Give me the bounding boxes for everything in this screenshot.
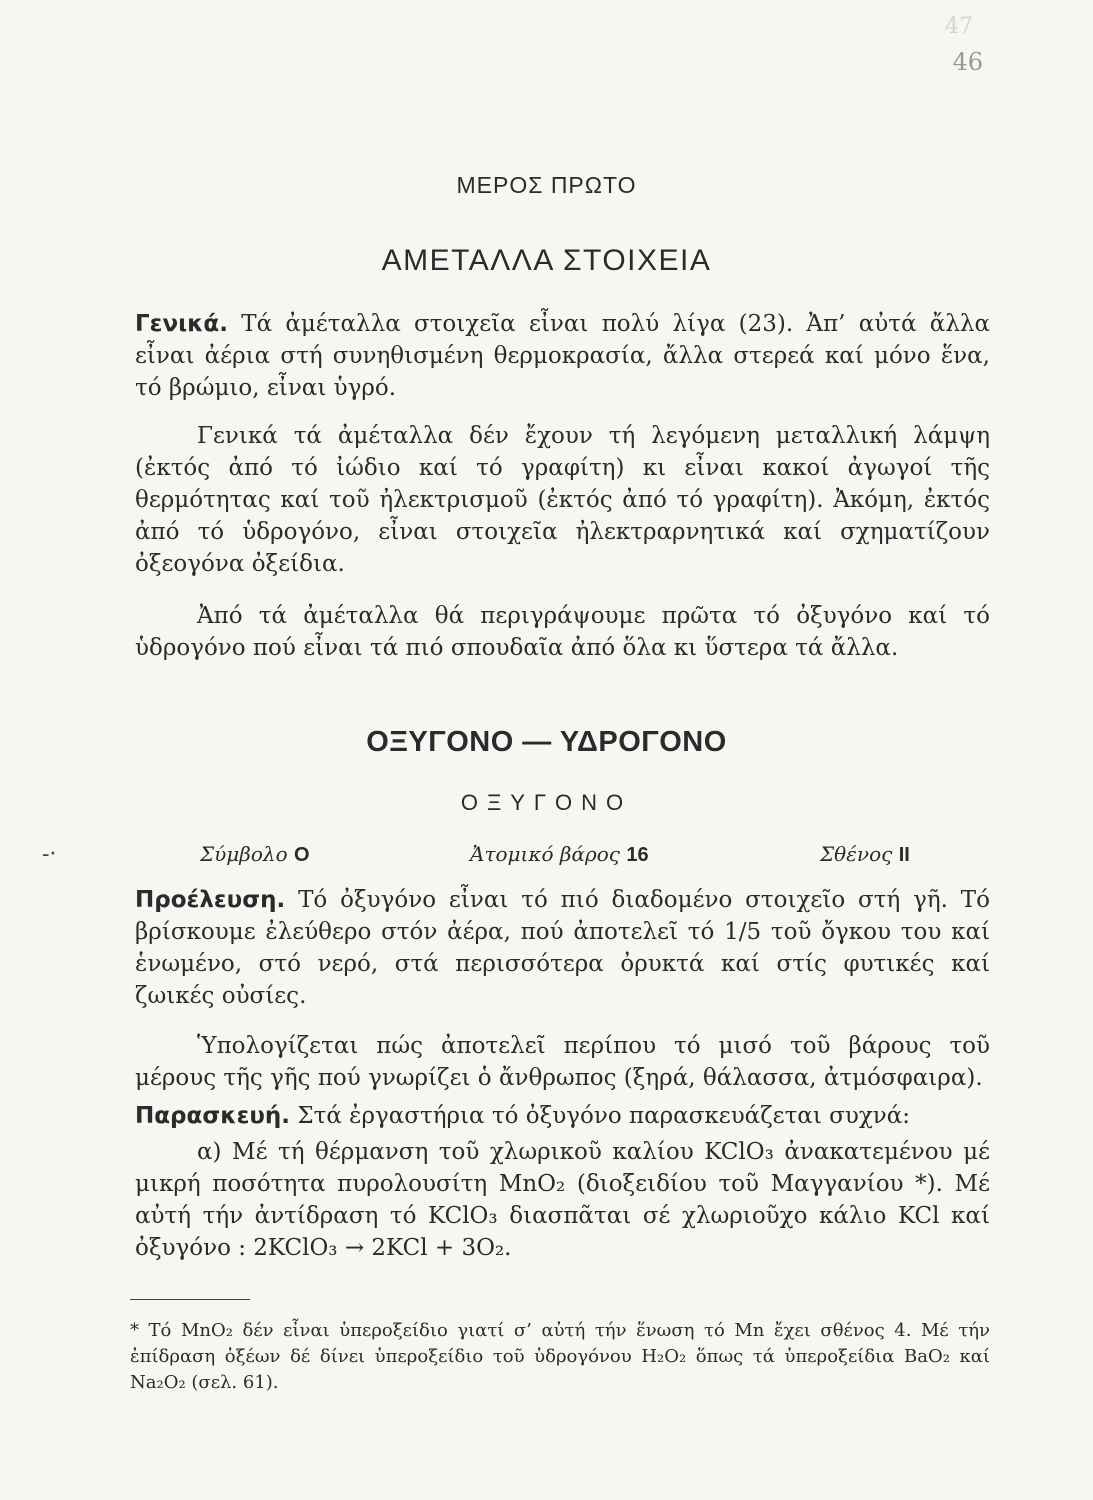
preparation-lead: Παρασκευή. bbox=[135, 1103, 291, 1129]
general-text-1: Τά ἀμέταλλα στοιχεῖα εἶναι πολύ λίγα (23). Ἀπ’ αὐτά ἄλλα εἶναι ἀέρια στή συνηθισμένη θερμοκρασία, ἄλλα στερεά καί μόνο ἕνα, τό βρώμιο, εἶναι ὑγρό. bbox=[135, 311, 990, 401]
footnote: * Τό MnO₂ δέν εἶναι ὑπεροξείδιο γιατί σ’ αὐτή τήν ἕνωση τό Mn ἔχει σθένος 4. Μέ τήν ἐπίδραση ὀξέων δέ δίνει ὑπεροξείδιο τοῦ ὑδρογόνου H₂O₂ ὅπως τά ὑπεροξείδια BaO₂ καί Na₂O₂ (σελ. 61). bbox=[130, 1320, 990, 1393]
symbol-value: O bbox=[293, 844, 310, 866]
chapter-title: ΟΞΥΓΟΝΟ — ΥΔΡΟΓΟΝΟ bbox=[366, 726, 727, 758]
valence-value: II bbox=[898, 844, 910, 866]
footnote-rule bbox=[130, 1299, 250, 1300]
preparation-paragraph bbox=[135, 1100, 990, 1132]
page-number: 46 bbox=[952, 48, 983, 76]
margin-mark: -· bbox=[42, 842, 57, 867]
origin-paragraph bbox=[135, 884, 990, 1012]
part-heading: ΜΕΡΟΣ ΠΡΩΤΟ bbox=[456, 172, 637, 198]
subchapter-title: ΟΞΥΓΟΝΟ bbox=[460, 790, 633, 815]
general-lead: Γενικά. bbox=[135, 311, 228, 337]
general-paragraph-3: Ἀπό τά ἀμέταλλα θά περιγράψουμε πρῶτα τό ὀξυγόνο καί τό ὑδρογόνο πού εἶναι τά πιό σπουδαῖα ἀπό ὅλα κι ὕστερα τά ἄλλα. bbox=[135, 603, 990, 661]
origin-paragraph-2: Ὑπολογίζεται πώς ἀποτελεῖ περίπου τό μισό τοῦ βάρους τοῦ μέρους τῆς γῆς πού γνωρίζει ὁ ἄνθρωπος (ξηρά, θάλασσα, ἀτμόσφαιρα). bbox=[135, 1033, 990, 1091]
atomic-weight-field bbox=[470, 842, 649, 867]
general-paragraph bbox=[135, 308, 990, 404]
section-title: ΑΜΕΤΑΛΛΑ ΣΤΟΙΧΕΙΑ bbox=[381, 244, 712, 277]
origin-text-1: Τό ὀξυγόνο εἶναι τό πιό διαδομένο στοιχεῖο στή γῆ. Τό βρίσκουμε ἐλεύθερο στόν ἀέρα, πού ἀποτελεῖ τό 1/5 τοῦ ὄγκου του καί ἑνωμένο, στό νερό, στά περισσότερα ὀρυκτά καί στίς φυτικές καί ζωικές οὐσίες. bbox=[135, 887, 990, 1009]
general-paragraph-2: Γενικά τά ἀμέταλλα δέν ἔχουν τή λεγόμενη μεταλλική λάμψη (ἐκτός ἀπό τό ἰώδιο καί τό γραφίτη) κι εἶναι κακοί ἀγωγοί τῆς θερμότητας καί τοῦ ἠλεκτρισμοῦ (ἐκτός ἀπό τό γραφίτη). Ἀκόμη, ἐκτός ἀπό τό ὑδρογόνο, εἶναι στοιχεῖα ἠλεκτραρνητικά καί σχηματίζουν ὀξεογόνα ὀξείδια. bbox=[135, 423, 990, 577]
origin-lead: Προέλευση. bbox=[135, 887, 286, 913]
atomic-weight-label: Ἀτομικό βάρος bbox=[470, 842, 620, 866]
valence-label: Σθένος bbox=[820, 842, 893, 866]
valence-field bbox=[820, 842, 910, 867]
preparation-item-a: α) Μέ τή θέρμανση τοῦ χλωρικοῦ καλίου KClO₃ ἀνακατεμένου μέ μικρή ποσότητα πυρολουσίτη MnO₂ (διοξειδίου τοῦ Μαγγανίου *). Μέ αὐτή τήν ἀντίδραση τό KClO₃ διασπᾶται σέ χλωριοῦχο κάλιο KCl καί ὀξυγόνο : 2KClO₃ → 2KCl + 3O₂. bbox=[135, 1139, 990, 1261]
ghost-page-number: 47 bbox=[945, 14, 973, 39]
atomic-weight-value: 16 bbox=[626, 844, 649, 866]
symbol-field bbox=[200, 842, 310, 867]
symbol-label: Σύμβολο bbox=[200, 842, 288, 866]
preparation-text-1: Στά ἐργαστήρια τό ὀξυγόνο παρασκευάζεται συχνά: bbox=[290, 1103, 911, 1129]
